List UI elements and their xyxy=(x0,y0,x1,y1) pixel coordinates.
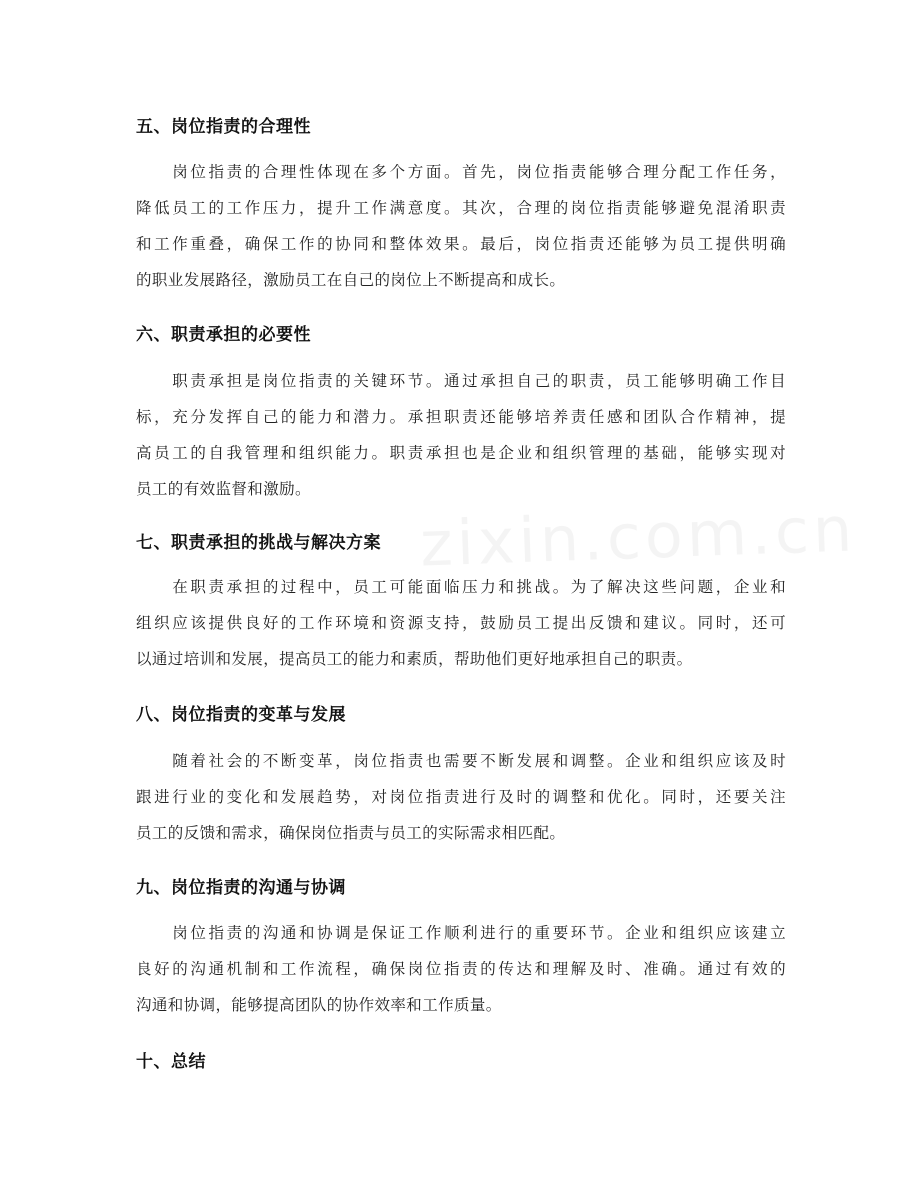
body-line: 岗位指责的沟通和协调是保证工作顺利进行的重要环节。企业和组织应该建立 xyxy=(136,924,786,942)
section-heading-7: 七、职责承担的挑战与解决方案 xyxy=(136,533,381,553)
body-line: 沟通和协调，能够提高团队的协作效率和工作质量。 xyxy=(136,996,502,1014)
body-line: 职责承担是岗位指责的关键环节。通过承担自己的职责，员工能够明确工作目 xyxy=(136,372,786,390)
body-line: 组织应该提供良好的工作环境和资源支持，鼓励员工提出反馈和建议。同时，还可 xyxy=(136,614,786,632)
body-line: 高员工的自我管理和组织能力。职责承担也是企业和组织管理的基础，能够实现对 xyxy=(136,444,786,462)
section-heading-9: 九、岗位指责的沟通与协调 xyxy=(136,878,346,898)
body-line: 良好的沟通机制和工作流程，确保岗位指责的传达和理解及时、准确。通过有效的 xyxy=(136,960,786,978)
body-line: 的职业发展路径，激励员工在自己的岗位上不断提高和成长。 xyxy=(136,271,566,289)
section-body-8 xyxy=(136,743,786,851)
body-line: 和工作重叠，确保工作的协同和整体效果。最后，岗位指责还能够为员工提供明确 xyxy=(136,235,786,253)
section-body-7 xyxy=(136,569,786,677)
section-body-5 xyxy=(136,154,786,298)
section-body-9 xyxy=(136,915,786,1023)
section-heading-6: 六、职责承担的必要性 xyxy=(136,325,311,345)
section-heading-5: 五、岗位指责的合理性 xyxy=(136,117,311,137)
body-line: 降低员工的工作压力，提升工作满意度。其次，合理的岗位指责能够避免混淆职责 xyxy=(136,199,786,217)
body-line: 以通过培训和发展，提高员工的能力和素质，帮助他们更好地承担自己的职责。 xyxy=(136,650,693,668)
section-heading-10: 十、总结 xyxy=(136,1052,206,1072)
body-line: 跟进行业的变化和发展趋势，对岗位指责进行及时的调整和优化。同时，还要关注 xyxy=(136,788,786,806)
section-heading-8: 八、岗位指责的变革与发展 xyxy=(136,705,346,725)
body-line: 在职责承担的过程中，员工可能面临压力和挑战。为了解决这些问题，企业和 xyxy=(136,578,786,596)
section-body-6 xyxy=(136,363,786,507)
body-line: 标，充分发挥自己的能力和潜力。承担职责还能够培养责任感和团队合作精神，提 xyxy=(136,408,786,426)
body-line: 随着社会的不断变革，岗位指责也需要不断发展和调整。企业和组织应该及时 xyxy=(136,752,786,770)
body-line: 员工的反馈和需求，确保岗位指责与员工的实际需求相匹配。 xyxy=(136,824,566,842)
body-line: 员工的有效监督和激励。 xyxy=(136,480,311,498)
body-line: 岗位指责的合理性体现在多个方面。首先，岗位指责能够合理分配工作任务， xyxy=(136,163,786,181)
